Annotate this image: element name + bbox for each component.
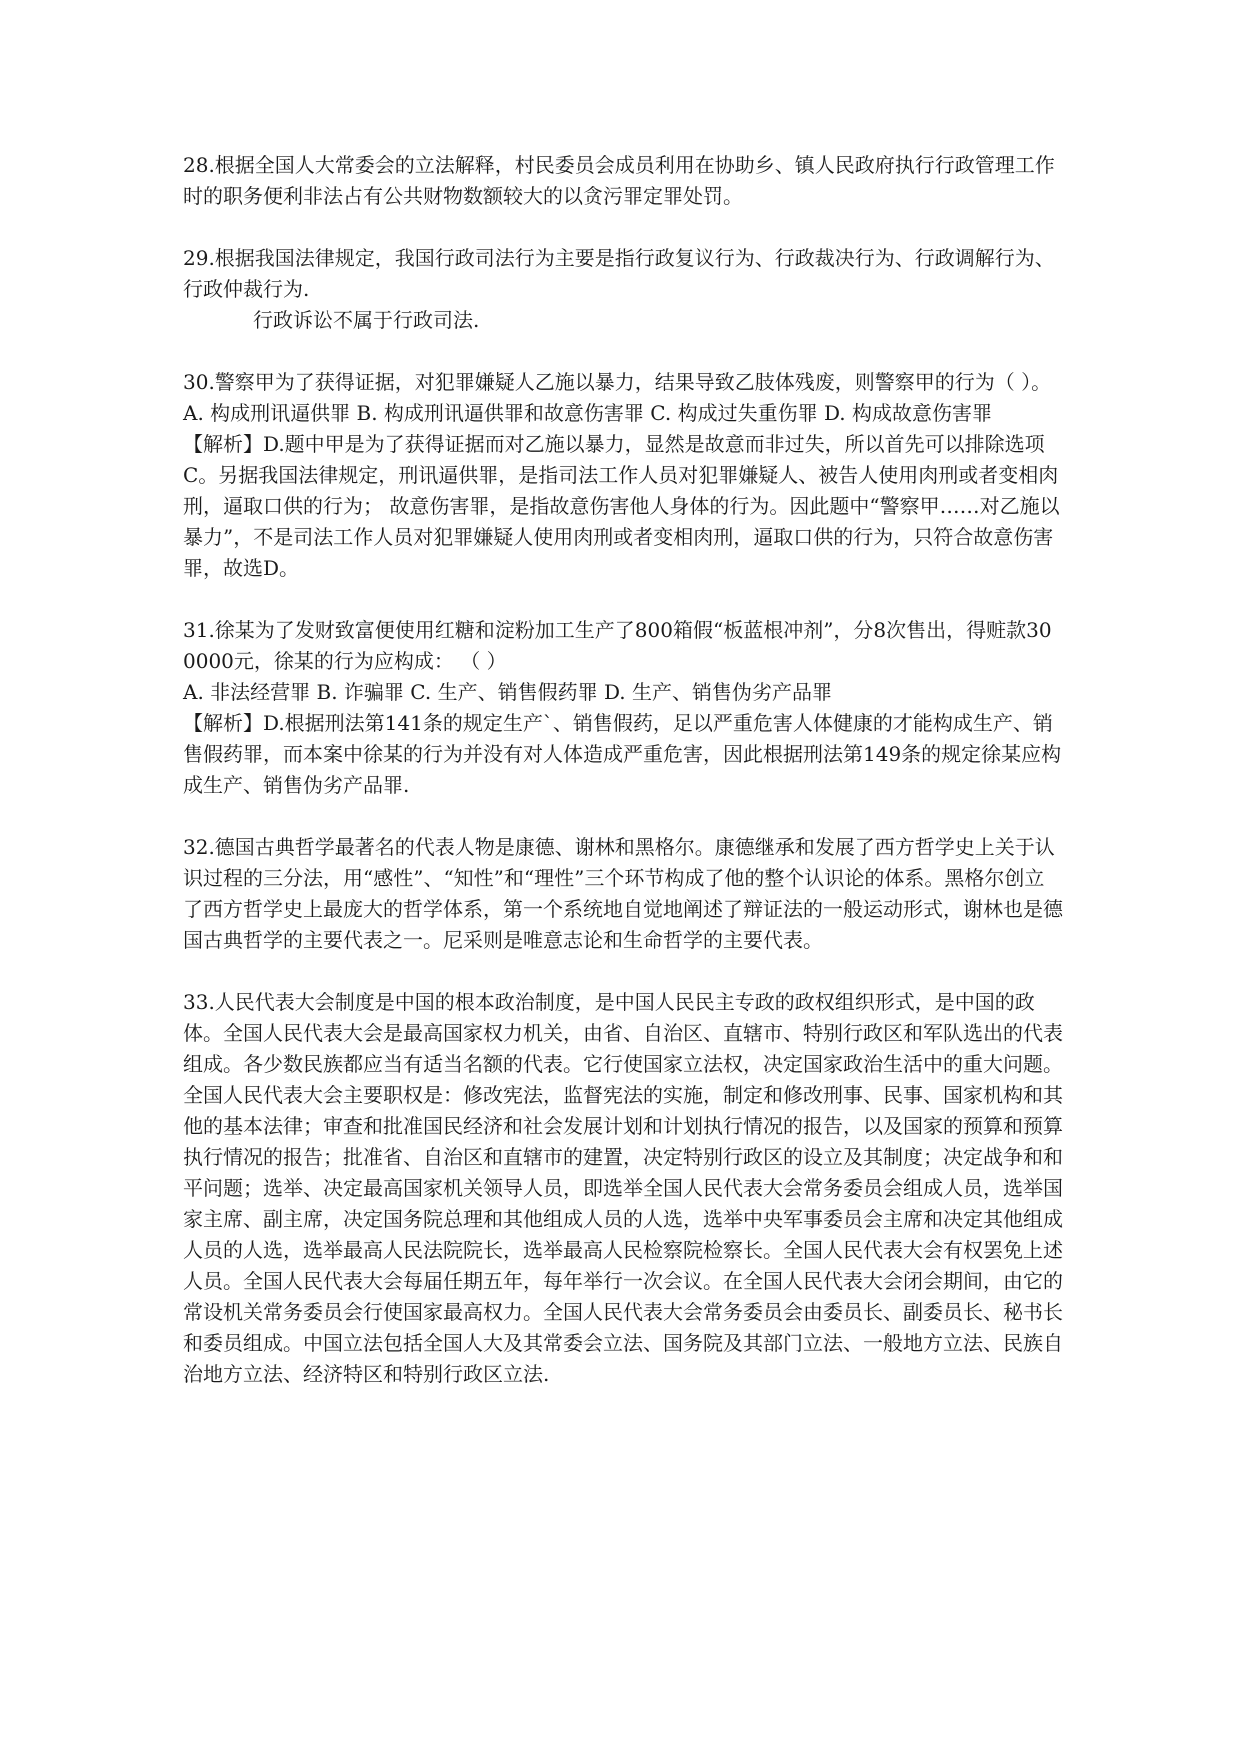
question-30-analysis: 【解析】D.题中甲是为了获得证据而对乙施以暴力，显然是故意而非过失，所以首先可以排除选项C。另据我国法律规定，刑讯逼供罪，是指司法工作人员对犯罪嫌疑人、被告人使用肉刑或者变相肉刑，逼取口供的行为； 故意伤害罪，是指故意伤害他人身体的行为。因此题中“警察甲……对乙施以暴力”，不是司法工作人员对犯罪嫌疑人使用肉刑或者变相肉刑，逼取口供的行为，只符合故意伤害罪，故选D。 [183,432,1060,580]
question-31 [183,615,1063,801]
question-29-text: 29.根据我国法律规定，我国行政司法行为主要是指行政复议行为、行政裁决行为、行政调解行为、行政仲裁行为. [183,246,1055,301]
question-29 [183,243,1063,336]
question-30-options: A. 构成刑讯逼供罪 B. 构成刑讯逼供罪和故意伤害罪 C. 构成过失重伤罪 D. 构成故意伤害罪 [183,401,992,425]
question-30-text: 30.警察甲为了获得证据，对犯罪嫌疑人乙施以暴力，结果导致乙肢体残废，则警察甲的行为（ ）。 [183,370,1052,394]
question-31-options: A. 非法经营罪 B. 诈骗罪 C. 生产、销售假药罪 D. 生产、销售伪劣产品罪 [183,680,832,704]
question-31-text: 31.徐某为了发财致富便使用红糖和淀粉加工生产了800箱假“板蓝根冲剂”，分8次售出，得赃款300000元，徐某的行为应构成： （ ） [183,618,1052,673]
question-31-analysis: 【解析】D.根据刑法第141条的规定生产`、销售假药，足以严重危害人体健康的才能构成生产、销售假药罪，而本案中徐某的行为并没有对人体造成严重危害，因此根据刑法第149条的规定徐某应构成生产、销售伪劣产品罪. [183,711,1062,797]
question-28 [183,150,1063,212]
question-32 [183,832,1063,956]
question-30 [183,367,1063,584]
question-32-text: 32.德国古典哲学最著名的代表人物是康德、谢林和黑格尔。康德继承和发展了西方哲学史上关于认识过程的三分法，用“感性”、“知性”和“理性”三个环节构成了他的整个认识论的体系。黑格尔创立了西方哲学史上最庞大的哲学体系，第一个系统地自觉地阐述了辩证法的一般运动形式，谢林也是德国古典哲学的主要代表之一。尼采则是唯意志论和生命哲学的主要代表。 [183,835,1063,952]
document-page [183,150,1063,1421]
question-29-note: 行政诉讼不属于行政司法. [253,308,480,332]
question-28-text: 28.根据全国人大常委会的立法解释，村民委员会成员利用在协助乡、镇人民政府执行行政管理工作时的职务便利非法占有公共财物数额较大的以贪污罪定罪处罚。 [183,153,1055,208]
question-33 [183,987,1063,1390]
question-33-text: 33.人民代表大会制度是中国的根本政治制度，是中国人民民主专政的政权组织形式，是中国的政体。全国人民代表大会是最高国家权力机关，由省、自治区、直辖市、特别行政区和军队选出的代表组成。各少数民族都应当有适当名额的代表。它行使国家立法权，决定国家政治生活中的重大问题。全国人民代表大会主要职权是：修改宪法，监督宪法的实施，制定和修改刑事、民事、国家机构和其他的基本法律；审查和批准国民经济和社会发展计划和计划执行情况的报告，以及国家的预算和预算执行情况的报告；批准省、自治区和直辖市的建置，决定特别行政区的设立及其制度；决定战争和和平问题；选举、决定最高国家机关领导人员，即选举全国人民代表大会常务委员会组成人员，选举国家主席、副主席，决定国务院总理和其他组成人员的人选，选举中央军事委员会主席和决定其他组成人员的人选，选举最高人民法院院长，选举最高人民检察院检察长。全国人民代表大会有权罢免上述人员。全国人民代表大会每届任期五年，每年举行一次会议。在全国人民代表大会闭会期间，由它的常设机关常务委员会行使国家最高权力。全国人民代表大会常务委员会由委员长、副委员长、秘书长和委员组成。中国立法包括全国人大及其常委会立法、国务院及其部门立法、一般地方立法、民族自治地方立法、经济特区和特别行政区立法. [183,990,1063,1386]
